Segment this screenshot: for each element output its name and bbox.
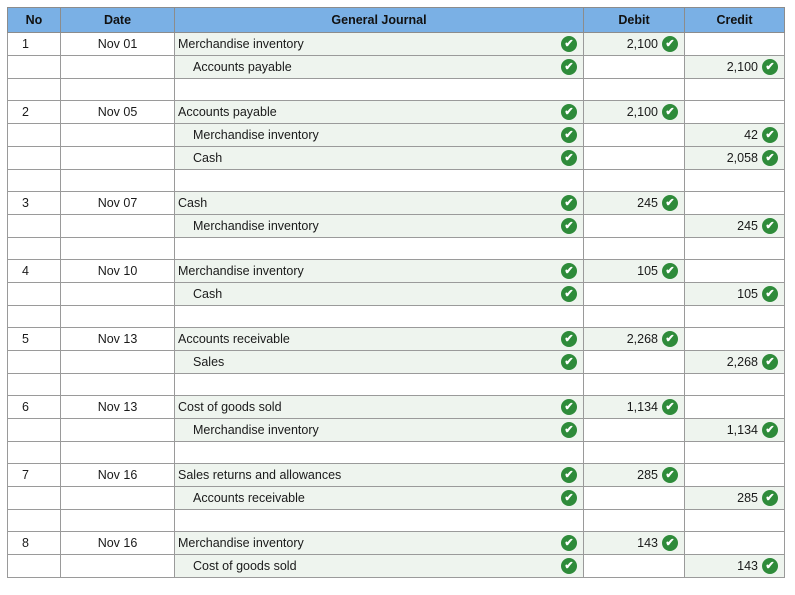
account-cell[interactable] xyxy=(175,124,584,147)
check-circle-icon: ✔ xyxy=(561,467,577,483)
check-circle-icon: ✔ xyxy=(762,218,778,234)
debit-cell[interactable] xyxy=(584,464,685,487)
account-cell[interactable] xyxy=(175,464,584,487)
table-row xyxy=(8,555,785,578)
debit-cell[interactable] xyxy=(584,328,685,351)
account-name: Merchandise inventory xyxy=(193,219,319,233)
check-circle-icon: ✔ xyxy=(561,36,577,52)
account-cell[interactable] xyxy=(175,33,584,56)
check-circle-icon: ✔ xyxy=(561,59,577,75)
account-name: Accounts receivable xyxy=(178,332,290,346)
empty-cell xyxy=(8,170,61,192)
account-cell[interactable] xyxy=(175,487,584,510)
credit-amount: 105 xyxy=(737,287,758,301)
credit-cell[interactable] xyxy=(685,532,785,555)
entry-number: 2 xyxy=(8,101,61,124)
table-row xyxy=(8,351,785,374)
credit-cell[interactable] xyxy=(685,328,785,351)
account-name: Accounts receivable xyxy=(193,491,305,505)
empty-cell xyxy=(8,79,61,101)
entry-date[interactable] xyxy=(61,555,175,578)
empty-cell xyxy=(8,306,61,328)
empty-cell[interactable] xyxy=(584,306,685,328)
debit-cell[interactable] xyxy=(584,124,685,147)
check-circle-icon: ✔ xyxy=(561,399,577,415)
credit-cell[interactable] xyxy=(685,283,785,306)
entry-number xyxy=(8,56,61,79)
check-circle-icon: ✔ xyxy=(662,104,678,120)
empty-cell[interactable] xyxy=(584,510,685,532)
empty-cell[interactable] xyxy=(584,170,685,192)
check-circle-icon: ✔ xyxy=(561,263,577,279)
entry-number xyxy=(8,487,61,510)
credit-cell[interactable] xyxy=(685,192,785,215)
check-circle-icon: ✔ xyxy=(561,286,577,302)
spacer-row xyxy=(8,306,785,328)
account-cell[interactable] xyxy=(175,532,584,555)
header-no: No xyxy=(8,8,61,33)
entry-number: 6 xyxy=(8,396,61,419)
credit-cell[interactable] xyxy=(685,419,785,442)
empty-cell[interactable] xyxy=(685,238,785,260)
debit-cell[interactable] xyxy=(584,487,685,510)
check-circle-icon: ✔ xyxy=(561,195,577,211)
credit-cell[interactable] xyxy=(685,555,785,578)
entry-date[interactable] xyxy=(61,56,175,79)
account-name: Merchandise inventory xyxy=(178,536,304,550)
table-row xyxy=(8,192,785,215)
general-journal-table xyxy=(7,7,785,578)
table-row xyxy=(8,33,785,56)
credit-cell[interactable] xyxy=(685,147,785,170)
empty-cell xyxy=(61,79,175,101)
table-row xyxy=(8,464,785,487)
table-row xyxy=(8,101,785,124)
entry-date[interactable]: Nov 16 xyxy=(61,532,175,555)
account-name: Sales returns and allowances xyxy=(178,468,342,482)
table-row xyxy=(8,532,785,555)
credit-amount: 1,134 xyxy=(726,423,758,437)
entry-date[interactable] xyxy=(61,419,175,442)
credit-cell[interactable] xyxy=(685,124,785,147)
spacer-row xyxy=(8,374,785,396)
check-circle-icon: ✔ xyxy=(561,422,577,438)
check-circle-icon: ✔ xyxy=(662,535,678,551)
account-cell[interactable] xyxy=(175,101,584,124)
empty-cell[interactable] xyxy=(685,510,785,532)
debit-cell[interactable] xyxy=(584,351,685,374)
credit-cell[interactable] xyxy=(685,351,785,374)
debit-amount: 105 xyxy=(637,264,658,278)
empty-cell[interactable] xyxy=(584,442,685,464)
debit-cell[interactable] xyxy=(584,192,685,215)
table-row xyxy=(8,396,785,419)
check-circle-icon: ✔ xyxy=(662,399,678,415)
empty-cell[interactable] xyxy=(584,79,685,101)
empty-cell xyxy=(61,442,175,464)
debit-cell[interactable] xyxy=(584,101,685,124)
table-row xyxy=(8,283,785,306)
empty-cell xyxy=(8,510,61,532)
spacer-row xyxy=(8,442,785,464)
entry-date[interactable] xyxy=(61,215,175,238)
credit-cell[interactable] xyxy=(685,487,785,510)
account-name: Merchandise inventory xyxy=(193,128,319,142)
table-row xyxy=(8,215,785,238)
account-cell[interactable] xyxy=(175,328,584,351)
debit-amount: 285 xyxy=(637,468,658,482)
account-cell[interactable] xyxy=(175,260,584,283)
check-circle-icon: ✔ xyxy=(561,535,577,551)
account-cell[interactable] xyxy=(175,351,584,374)
table-row xyxy=(8,419,785,442)
check-circle-icon: ✔ xyxy=(762,59,778,75)
check-circle-icon: ✔ xyxy=(762,286,778,302)
check-circle-icon: ✔ xyxy=(561,354,577,370)
check-circle-icon: ✔ xyxy=(662,36,678,52)
entry-number xyxy=(8,351,61,374)
empty-cell[interactable] xyxy=(175,510,584,532)
account-name: Sales xyxy=(193,355,225,369)
check-circle-icon: ✔ xyxy=(561,150,577,166)
entry-number: 7 xyxy=(8,464,61,487)
spacer-row xyxy=(8,79,785,101)
debit-cell[interactable] xyxy=(584,419,685,442)
credit-cell[interactable] xyxy=(685,464,785,487)
table-row xyxy=(8,487,785,510)
entry-date[interactable]: Nov 16 xyxy=(61,464,175,487)
account-name: Cost of goods sold xyxy=(193,559,297,573)
entry-date[interactable] xyxy=(61,124,175,147)
entry-number xyxy=(8,283,61,306)
account-name: Cash xyxy=(178,196,208,210)
empty-cell xyxy=(61,170,175,192)
check-circle-icon: ✔ xyxy=(561,558,577,574)
check-circle-icon: ✔ xyxy=(561,127,577,143)
empty-cell xyxy=(61,306,175,328)
empty-cell[interactable] xyxy=(175,170,584,192)
account-name: Cash xyxy=(193,151,223,165)
credit-amount: 2,100 xyxy=(726,60,758,74)
debit-amount: 143 xyxy=(637,536,658,550)
entry-number: 1 xyxy=(8,33,61,56)
debit-amount: 2,100 xyxy=(626,37,658,51)
header-general-journal: General Journal xyxy=(175,8,584,33)
debit-amount: 245 xyxy=(637,196,658,210)
empty-cell[interactable] xyxy=(685,170,785,192)
credit-cell[interactable] xyxy=(685,260,785,283)
account-name: Accounts payable xyxy=(193,60,292,74)
credit-cell[interactable] xyxy=(685,215,785,238)
account-cell[interactable] xyxy=(175,192,584,215)
account-cell[interactable] xyxy=(175,147,584,170)
empty-cell[interactable] xyxy=(685,374,785,396)
entry-date[interactable] xyxy=(61,283,175,306)
empty-cell[interactable] xyxy=(175,238,584,260)
header-credit: Credit xyxy=(685,8,785,33)
check-circle-icon: ✔ xyxy=(662,467,678,483)
table-row xyxy=(8,260,785,283)
empty-cell[interactable] xyxy=(685,306,785,328)
table-row xyxy=(8,124,785,147)
entry-date[interactable] xyxy=(61,487,175,510)
check-circle-icon: ✔ xyxy=(662,331,678,347)
account-cell[interactable] xyxy=(175,396,584,419)
credit-amount: 245 xyxy=(737,219,758,233)
credit-amount: 2,268 xyxy=(726,355,758,369)
spacer-row xyxy=(8,238,785,260)
spacer-row xyxy=(8,510,785,532)
debit-cell[interactable] xyxy=(584,396,685,419)
entry-number: 5 xyxy=(8,328,61,351)
header-debit: Debit xyxy=(584,8,685,33)
empty-cell[interactable] xyxy=(175,79,584,101)
empty-cell[interactable] xyxy=(584,238,685,260)
credit-cell[interactable] xyxy=(685,33,785,56)
header-row xyxy=(8,8,785,33)
debit-cell[interactable] xyxy=(584,260,685,283)
account-name: Merchandise inventory xyxy=(193,423,319,437)
empty-cell[interactable] xyxy=(584,374,685,396)
check-circle-icon: ✔ xyxy=(762,354,778,370)
entry-date[interactable] xyxy=(61,351,175,374)
entry-date[interactable] xyxy=(61,147,175,170)
empty-cell xyxy=(61,510,175,532)
entry-number xyxy=(8,215,61,238)
empty-cell xyxy=(61,238,175,260)
empty-cell xyxy=(8,442,61,464)
empty-cell xyxy=(61,374,175,396)
journal-body xyxy=(8,33,785,578)
empty-cell[interactable] xyxy=(175,442,584,464)
check-circle-icon: ✔ xyxy=(762,558,778,574)
debit-amount: 1,134 xyxy=(626,400,658,414)
header-date: Date xyxy=(61,8,175,33)
table-row xyxy=(8,328,785,351)
debit-cell[interactable] xyxy=(584,56,685,79)
entry-date[interactable]: Nov 07 xyxy=(61,192,175,215)
entry-number xyxy=(8,124,61,147)
credit-cell[interactable] xyxy=(685,56,785,79)
check-circle-icon: ✔ xyxy=(762,490,778,506)
account-name: Cost of goods sold xyxy=(178,400,282,414)
debit-amount: 2,100 xyxy=(626,105,658,119)
entry-number: 8 xyxy=(8,532,61,555)
debit-cell[interactable] xyxy=(584,33,685,56)
table-row xyxy=(8,56,785,79)
entry-date[interactable]: Nov 01 xyxy=(61,33,175,56)
debit-cell[interactable] xyxy=(584,555,685,578)
account-name: Accounts payable xyxy=(178,105,277,119)
entry-date[interactable]: Nov 10 xyxy=(61,260,175,283)
empty-cell[interactable] xyxy=(685,442,785,464)
entry-number xyxy=(8,147,61,170)
credit-amount: 285 xyxy=(737,491,758,505)
account-cell[interactable] xyxy=(175,419,584,442)
entry-number: 4 xyxy=(8,260,61,283)
account-cell[interactable] xyxy=(175,555,584,578)
check-circle-icon: ✔ xyxy=(762,150,778,166)
empty-cell[interactable] xyxy=(685,79,785,101)
entry-date[interactable]: Nov 13 xyxy=(61,396,175,419)
empty-cell xyxy=(8,374,61,396)
account-cell[interactable] xyxy=(175,283,584,306)
entry-number xyxy=(8,555,61,578)
account-name: Merchandise inventory xyxy=(178,37,304,51)
check-circle-icon: ✔ xyxy=(762,127,778,143)
check-circle-icon: ✔ xyxy=(762,422,778,438)
check-circle-icon: ✔ xyxy=(561,104,577,120)
empty-cell[interactable] xyxy=(175,374,584,396)
check-circle-icon: ✔ xyxy=(561,490,577,506)
check-circle-icon: ✔ xyxy=(662,263,678,279)
entry-number xyxy=(8,419,61,442)
debit-cell[interactable] xyxy=(584,215,685,238)
credit-cell[interactable] xyxy=(685,101,785,124)
credit-cell[interactable] xyxy=(685,396,785,419)
check-circle-icon: ✔ xyxy=(662,195,678,211)
entry-date[interactable]: Nov 05 xyxy=(61,101,175,124)
table-row xyxy=(8,147,785,170)
account-name: Cash xyxy=(193,287,223,301)
check-circle-icon: ✔ xyxy=(561,218,577,234)
credit-amount: 143 xyxy=(737,559,758,573)
spacer-row xyxy=(8,170,785,192)
debit-cell[interactable] xyxy=(584,283,685,306)
debit-cell[interactable] xyxy=(584,147,685,170)
empty-cell[interactable] xyxy=(175,306,584,328)
account-cell[interactable] xyxy=(175,215,584,238)
entry-date[interactable]: Nov 13 xyxy=(61,328,175,351)
debit-cell[interactable] xyxy=(584,532,685,555)
entry-number: 3 xyxy=(8,192,61,215)
check-circle-icon: ✔ xyxy=(561,331,577,347)
empty-cell xyxy=(8,238,61,260)
debit-amount: 2,268 xyxy=(626,332,658,346)
credit-amount: 2,058 xyxy=(726,151,758,165)
account-cell[interactable] xyxy=(175,56,584,79)
account-name: Merchandise inventory xyxy=(178,264,304,278)
credit-amount: 42 xyxy=(744,128,758,142)
